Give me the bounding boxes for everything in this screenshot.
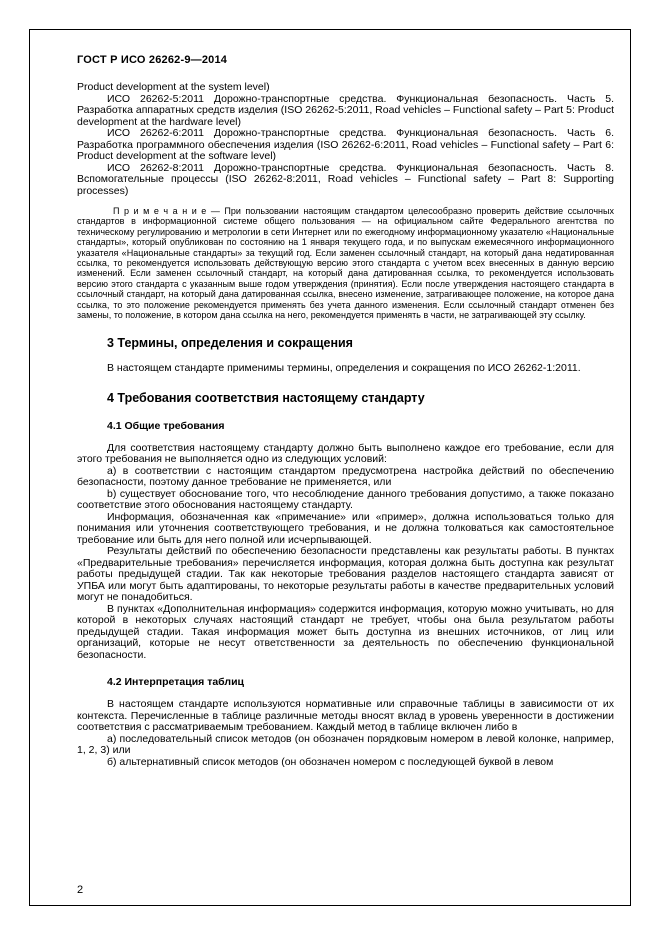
- normative-reference-paragraph: ИСО 26262-5:2011 Дорожно-транспортные средства. Функциональная безопасность. Часть 5. Разработка аппаратных средств изделия (ISO 26262-5:2011, Road vehicles – Functional safety – Part 5: Product development at the hardware level): [77, 92, 614, 128]
- paragraph: В настоящем стандарте применимы термины, определения и сокращения по ИСО 26262-1:2011.: [107, 362, 581, 375]
- list-item-b: б) альтернативный список методов (он обозначен номером с последующей буквой в левом: [107, 755, 554, 768]
- note-paragraph: П р и м е ч а н и е — При пользовании настоящим стандартом целесообразно проверить действие ссылочных стандартов в информационной системе общего пользования — на официальном сайте Федерального агентства по техническому регулированию и метрологии в сети Интернет или по ежегодному информационному указателю «Национальные стандарты», который опубликован по состоянию на 1 января текущего года, и по выпускам ежемесячного информационного указателя «Национальные стандарты» за текущий год. Если заменен ссылочный стандарт, на который дана недатированная ссылка, то рекомендуется использовать действующую версию этого стандарта с учетом всех внесенных в данную версию изменений. Если заменен ссылочный стандарт, на который дана датированная ссылка, то рекомендуется использовать версию этого стандарта с указанным выше годом утверждения (принятия). Если после утверждения настоящего стандарта в ссылочный стандарт, на который дана датированная ссылка, внесено изменение, затрагивающее положение, на которое дана ссылка, то это положение рекомендуется применять без учета данного изменения. Если ссылочный стандарт отменен без замены, то положение, в котором дана ссылка на него, рекомендуется применять в части, не затрагивающей эту ссылку.: [77, 206, 614, 321]
- list-item-b: b) существует обоснование того, что несоблюдение данного требования допустимо, а также показано соответствие этого обоснования настоящему стандарту.: [77, 487, 614, 512]
- section-heading-3: 3 Термины, определения и сокращения: [107, 336, 353, 351]
- paragraph: В пунктах «Дополнительная информация» содержится информация, которую можно учитывать, но для которой в некоторых случаях настоящий стандарт не требует, чтобы она была результатом работы предыдущей стадии. Такая информация может быть доступна из внешних источников, от лиц или организаций, которые не несут ответственности за деятельность по обеспечению функциональной безопасности.: [77, 602, 614, 661]
- subsection-heading-4-1: 4.1 Общие требования: [107, 419, 225, 432]
- paragraph: Результаты действий по обеспечению безопасности представлены как результаты работы. В пунктах «Предварительные требования» перечисляется информация, которая должна быть доступна как результат работы предыдущей стадии. Так как некоторые требования разделов настоящего стандарта зависят от УПБА или могут быть адаптированы, то некоторые результаты работы в качестве предварительных условий могут не понадобиться.: [77, 545, 614, 604]
- paragraph-continuation: Product development at the system level): [77, 81, 270, 93]
- paragraph: Информация, обозначенная как «примечание» или «пример», должна использоваться только для понимания или уточнения соответствующего требования, и не должна толковаться как самостоятельное требование или быть для него полной или исчерпывающей.: [77, 510, 614, 546]
- page-content: [77, 54, 614, 768]
- document-standard-number: ГОСТ Р ИСО 26262-9—2014: [77, 54, 228, 66]
- normative-reference-paragraph: ИСО 26262-6:2011 Дорожно-транспортные средства. Функциональная безопасность. Часть 6. Разработка программного обеспечения изделия (ISO 26262-6:2011, Road vehicles – Functional safety – Part 6: Product development at the software level): [77, 127, 614, 162]
- list-item-a: a) в соответствии с настоящим стандартом предусмотрена настройка действий по обеспечению безопасности, поэтому данное требование не применяется, или: [77, 464, 614, 489]
- paragraph: В настоящем стандарте используются нормативные или справочные таблицы в зависимости от их контекста. Перечисленные в таблице различные методы вносят вклад в уровень уверенности в достижении соответствия с рассматриваемым требованием. Каждый метод в таблице включен либо в: [77, 698, 614, 734]
- list-item-a: a) последовательный список методов (он обозначен порядковым номером в левой колонке, например, 1, 2, 3) или: [77, 732, 614, 757]
- normative-reference-paragraph: ИСО 26262-8:2011 Дорожно-транспортные средства. Функциональная безопасность. Часть 8. Вспомогательные процессы (ISO 26262-8:2011, Road vehicles – Functional safety – Part 8: Supporting processes): [77, 161, 614, 197]
- paragraph: Для соответствия настоящему стандарту должно быть выполнено каждое его требование, если для этого требования не выполняется одно из следующих условий:: [77, 441, 614, 466]
- document-page: [29, 29, 631, 906]
- subsection-heading-4-2: 4.2 Интерпретация таблиц: [107, 676, 244, 689]
- section-heading-4: 4 Требования соответствия настоящему стандарту: [107, 390, 425, 405]
- page-number: 2: [77, 884, 84, 896]
